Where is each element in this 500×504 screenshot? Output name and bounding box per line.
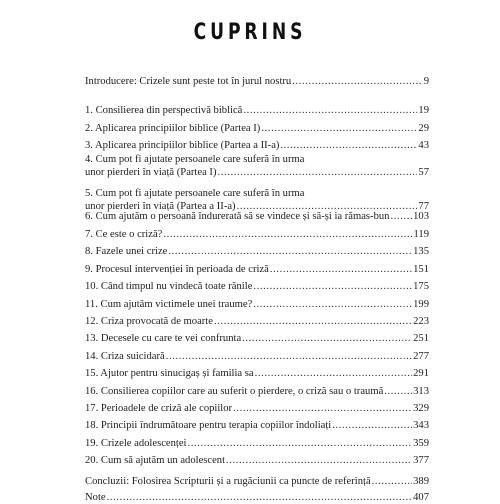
toc-entry-title: Concluzii: Folosirea Scripturii și a rugăciunii ca puncte de referință	[85, 476, 371, 487]
dot-leader	[261, 122, 417, 135]
toc-entry-title: 9. Procesul intervenției în perioada de criză	[85, 264, 269, 275]
toc-entry-page-number: 291	[413, 368, 429, 379]
toc-entry[interactable]	[85, 104, 429, 117]
toc-entry-page-number: 359	[413, 438, 429, 449]
toc-entry[interactable]	[85, 315, 429, 328]
toc-entry[interactable]	[85, 475, 429, 488]
toc-entry[interactable]	[85, 454, 429, 467]
toc-entry-title: 17. Perioadele de criză ale copiilor	[85, 403, 233, 414]
toc-entry-title: 13. Decesele cu care te vei confrunta	[85, 333, 242, 344]
toc-entry[interactable]	[85, 75, 429, 88]
toc-entry-title: 18. Principii îndrumătoare pentru terapia copiilor îndoliați	[85, 420, 332, 431]
toc-entry-page-number: 343	[413, 420, 429, 431]
toc-entry-page-number: 223	[413, 316, 429, 327]
toc-entry[interactable]	[85, 491, 429, 504]
dot-leader	[243, 104, 417, 117]
toc-entry-title-line1: 5. Cum pot fi ajutate persoanele care suferă în urma	[85, 188, 305, 199]
toc-entry-title: 6. Cum ajutăm o persoană îndurerată să se vindece și să-și ia rămas-bun	[85, 211, 390, 222]
toc-entry-page-number: 151	[413, 264, 429, 275]
toc-entry[interactable]	[85, 122, 429, 135]
dot-leader	[107, 491, 413, 504]
toc-entry[interactable]	[85, 385, 429, 398]
toc-entry-title: 2. Aplicarea principiilor biblice (Partea I)	[85, 123, 261, 134]
toc-entry[interactable]	[85, 245, 429, 258]
toc-entry-title: Introducere: Crizele sunt peste tot în jurul nostru	[85, 76, 292, 87]
dot-leader	[166, 350, 412, 363]
dot-leader	[168, 245, 412, 258]
toc-entry-page-number: 277	[413, 351, 429, 362]
toc-entry[interactable]	[85, 402, 429, 415]
toc-entry[interactable]	[85, 153, 429, 179]
toc-entry-title: 10. Când timpul nu vindecă toate rănile	[85, 281, 253, 292]
toc-entry-page-number: 329	[413, 403, 429, 414]
toc-entry[interactable]	[85, 139, 429, 152]
dot-leader	[390, 210, 412, 223]
toc-entry-title: 19. Crizele adolescenței	[85, 438, 187, 449]
dot-leader	[226, 454, 412, 467]
toc-entry-title: 20. Cum să ajutăm un adolescent	[85, 455, 226, 466]
dot-leader	[280, 139, 417, 152]
toc-entry-title: Note	[85, 492, 106, 503]
dot-leader	[163, 228, 412, 241]
dot-leader	[242, 332, 412, 345]
toc-entry[interactable]	[85, 350, 429, 363]
toc-entry-page-number: 29	[418, 123, 429, 134]
toc-entry[interactable]	[85, 263, 429, 276]
toc-entry-title: 7. Ce este o criză?	[85, 229, 163, 240]
toc-entry-page-number: 119	[413, 229, 429, 240]
toc-entry-page-number: 407	[413, 492, 429, 503]
toc-entry-page-number: 175	[413, 281, 429, 292]
toc-entry-page-number: 135	[413, 246, 429, 257]
toc-entry-page-number: 103	[413, 211, 429, 222]
toc-entry-page-number: 9	[423, 76, 429, 87]
toc-entry-page-number: 389	[413, 476, 429, 487]
toc-entry-title: 12. Criza provocată de moarte	[85, 316, 213, 327]
toc-entry[interactable]	[85, 437, 429, 450]
toc-entry[interactable]	[85, 332, 429, 345]
toc-entry[interactable]	[85, 419, 429, 432]
page-title: CUPRINS	[193, 20, 307, 45]
dot-leader	[253, 280, 412, 293]
toc-entry-page-number: 377	[413, 455, 429, 466]
dot-leader	[233, 402, 412, 415]
dot-leader	[332, 419, 412, 432]
toc-entry[interactable]	[85, 280, 429, 293]
toc-entry-title: 11. Cum ajutăm victimele unei traume?	[85, 299, 253, 310]
dot-leader	[187, 437, 412, 450]
dot-leader	[214, 315, 412, 328]
toc-entry-title: 8. Fazele unei crize	[85, 246, 168, 257]
dot-leader	[270, 263, 412, 276]
dot-leader	[384, 385, 412, 398]
dot-leader	[292, 75, 422, 88]
toc-entry-page-number: 57	[418, 167, 429, 178]
toc-entry-title: 15. Ajutor pentru sinucigaș și familia sa	[85, 368, 254, 379]
toc-entry-title: 16. Consilierea copiilor care au suferit o pierdere, o criză sau o traumă	[85, 386, 384, 397]
toc-entry-page-number: 43	[418, 140, 429, 151]
toc-entry[interactable]	[85, 210, 429, 223]
toc-entry-title: 1. Consilierea din perspectivă biblică	[85, 105, 243, 116]
toc-entry-title: 3. Aplicarea principiilor biblice (Partea a II-a)	[85, 140, 280, 151]
toc-entry-title: unor pierderi în viață (Partea a II-a)	[85, 201, 236, 212]
toc-entry-page-number: 199	[413, 299, 429, 310]
dot-leader	[253, 298, 412, 311]
toc-entry[interactable]	[85, 228, 429, 241]
toc-entry-page-number: 313	[413, 386, 429, 397]
toc-entry[interactable]	[85, 367, 429, 380]
dot-leader	[372, 475, 412, 488]
toc-entry-title: unor pierderi în viață (Partea I)	[85, 167, 217, 178]
toc-entry[interactable]	[85, 298, 429, 311]
dot-leader	[217, 166, 417, 179]
toc-entry-page-number: 77	[418, 201, 429, 212]
toc-entry-page-number: 251	[413, 333, 429, 344]
dot-leader	[255, 367, 413, 380]
toc-entry-page-number: 19	[418, 105, 429, 116]
toc-entry-title: 14. Criza suicidară	[85, 351, 165, 362]
toc-entry-title-line1: 4. Cum pot fi ajutate persoanele care suferă în urma	[85, 154, 305, 165]
